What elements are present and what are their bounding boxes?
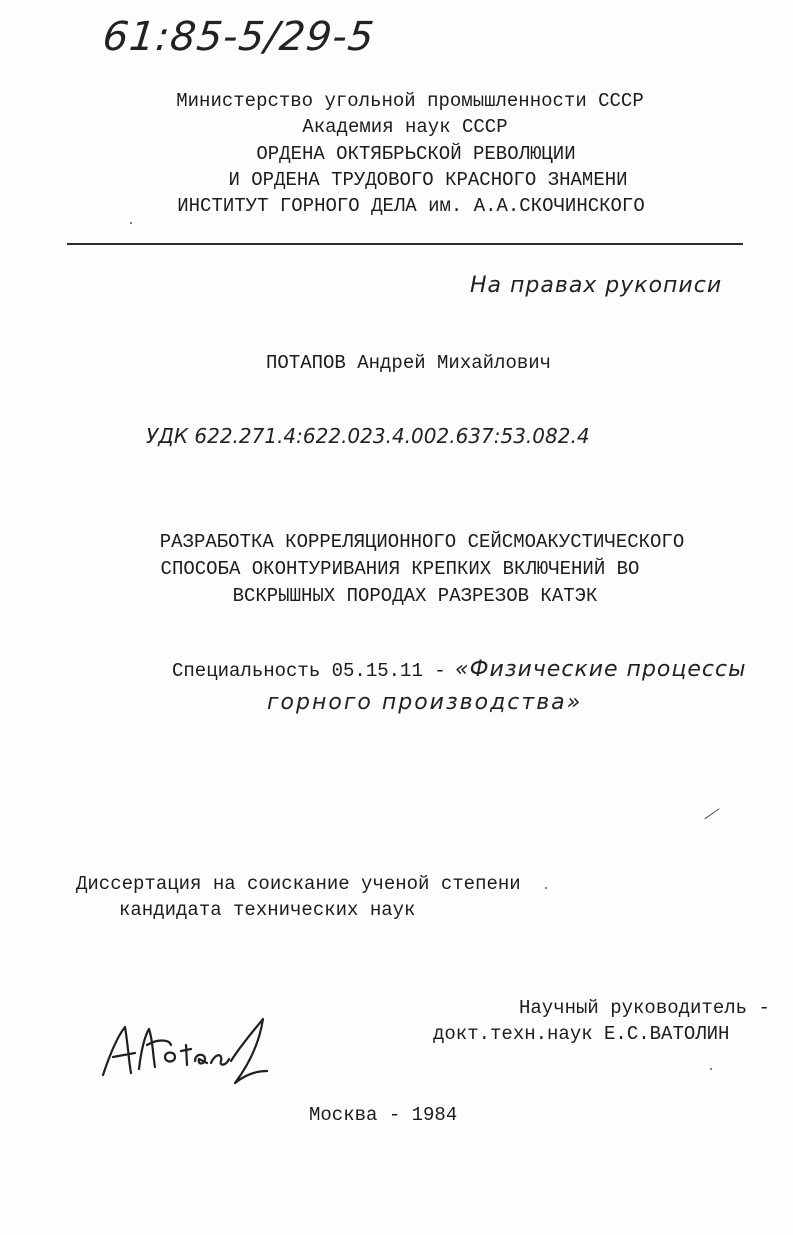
header-line-ministry: Министерство угольной промышленности СССР bbox=[176, 90, 644, 112]
udc-code: УДК 622.271.4:622.023.4.002.637:53.082.4 bbox=[146, 424, 590, 448]
header-line-order-october: ОРДЕНА ОКТЯБРЬСКОЙ РЕВОЛЮЦИИ bbox=[256, 143, 576, 165]
scan-dot bbox=[130, 222, 132, 224]
scan-dot bbox=[545, 887, 547, 889]
title-line-3: ВСКРЫШНЫХ ПОРОДАХ РАЗРЕЗОВ КАТЭК bbox=[232, 585, 598, 607]
header-divider bbox=[67, 243, 743, 245]
supervisor-title: Научный руководитель - bbox=[519, 997, 770, 1019]
title-line-2: СПОСОБА ОКОНТУРИВАНИЯ КРЕПКИХ ВКЛЮЧЕНИЙ ВО bbox=[160, 558, 640, 580]
manuscript-rights: На правах рукописи bbox=[470, 273, 723, 298]
header-line-academy: Академия наук СССР bbox=[302, 116, 508, 138]
city-year: Москва - 1984 bbox=[309, 1104, 458, 1126]
supervisor-name: докт.техн.наук Е.С.ВАТОЛИН bbox=[433, 1023, 730, 1045]
title-line-1: РАЗРАБОТКА КОРРЕЛЯЦИОННОГО СЕЙСМОАКУСТИЧЕСКОГО bbox=[159, 531, 685, 553]
dissertation-purpose-line1: Диссертация на соискание ученой степени bbox=[76, 873, 521, 895]
dissertation-purpose-line2: кандидата технических наук bbox=[119, 899, 416, 921]
header-line-order-red-banner: И ОРДЕНА ТРУДОВОГО КРАСНОГО ЗНАМЕНИ bbox=[228, 169, 628, 191]
header-line-institute: ИНСТИТУТ ГОРНОГО ДЕЛА им. А.А.СКОЧИНСКОГО bbox=[177, 195, 645, 217]
specialty-name-line1: «Физические процессы bbox=[455, 657, 747, 682]
scan-mark bbox=[704, 808, 727, 831]
scan-dot bbox=[710, 1068, 712, 1070]
author-signature bbox=[95, 1005, 275, 1090]
archive-number: 61:85-5/29-5 bbox=[100, 14, 377, 60]
author-name: ПОТАПОВ Андрей Михайлович bbox=[266, 352, 552, 374]
specialty-name-line2: горного производства» bbox=[267, 690, 583, 715]
specialty-prefix: Специальность 05.15.11 - bbox=[172, 660, 446, 682]
